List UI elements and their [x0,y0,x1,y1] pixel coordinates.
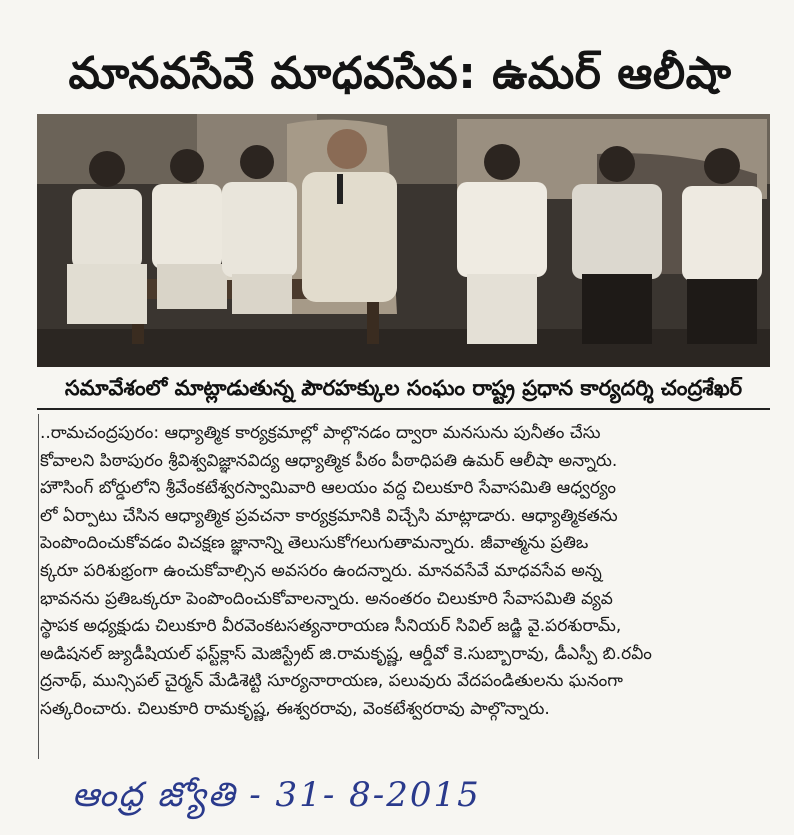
article-line: స్థాపక అధ్యక్షుడు చిలుకూరి వీరవెంకటసత్యనారాయణ సీనియర్ సివిల్ జడ్జి వై.పరశురామ్, [40,616,622,637]
article-line: అడిషనల్ జ్యుడీషియల్ ఫస్ట్‌క్లాస్ మెజిస్ట్రేట్ జి.రామకృష్ణ, ఆర్డీవో కె.సుబ్బారావు, డీఎస్పీ బి.రవీం [40,643,652,664]
article-line: ..రామచంద్రపురం: ఆధ్యాత్మిక కార్యక్రమాల్లో పాల్గొనడం ద్వారా మనసును పునీతం చేసు [40,423,601,443]
article-body [40,420,770,724]
photo-caption: సమావేశంలో మాట్లాడుతున్న పౌరహక్కుల సంఘం రాష్ట్ర ప్రధాన కార్యదర్శి చంద్రశేఖర్ [64,376,743,400]
event-photo-illustration [37,114,770,367]
article-line: ద్రనాథ్, మున్సిపల్ చైర్మన్ మేడిశెట్టి సూర్యనారాయణ, పలువురు వేదపండితులను ఘనంగా [40,671,623,692]
handwritten-source-date: ఆంధ్ర జ్యోతి - 31- 8-2015 [72,775,481,815]
article-line: సత్కరించారు. చిలుకూరి రామకృష్ణ, ఈశ్వరరావు, వెంకటేశ్వరరావు పాల్గొన్నారు. [40,698,550,719]
article-line: కోవాలని పిఠాపురం శ్రీవిశ్వవిజ్ఞానవిద్య ఆధ్యాత్మిక పీఠం పీఠాధిపతి ఉమర్ ఆలీషా అన్నారు. [40,450,618,471]
article-line: హౌసింగ్ బోర్డులోని శ్రీవేంకటేశ్వరస్వామివారి ఆలయం వద్ద చిలుకూరి సేవాసమితి ఆధ్వర్యం [40,478,617,499]
caption-divider [37,408,770,410]
column-rule [38,414,39,759]
article-line: క్కరూ పరిశుభ్రంగా ఉంచుకోవాల్సిన అవసరం ఉందన్నారు. మానవసేవే మాధవసేవ అన్న [40,560,602,581]
article-line: భావనను ప్రతిఒక్కరూ పెంపొందించుకోవాలన్నారు. అనంతరం చిలుకూరి సేవాసమితి వ్యవ [40,588,613,609]
article-line: లో ఏర్పాటు చేసిన ఆధ్యాత్మిక ప్రవచనా కార్యక్రమానికి విచ్చేసి మాట్లాడారు. ఆధ్యాత్మికతను [40,505,618,526]
headline: మానవసేవే మాధవసేవ: ఉమర్ ఆలీషా [68,48,732,99]
news-photo [37,114,770,367]
article-line: పెంపొందించుకోవడం విచక్షణ జ్ఞానాన్ని తెలుసుకోగలుగుతామన్నారు. జీవాత్మను ప్రతిఒ [40,533,589,554]
